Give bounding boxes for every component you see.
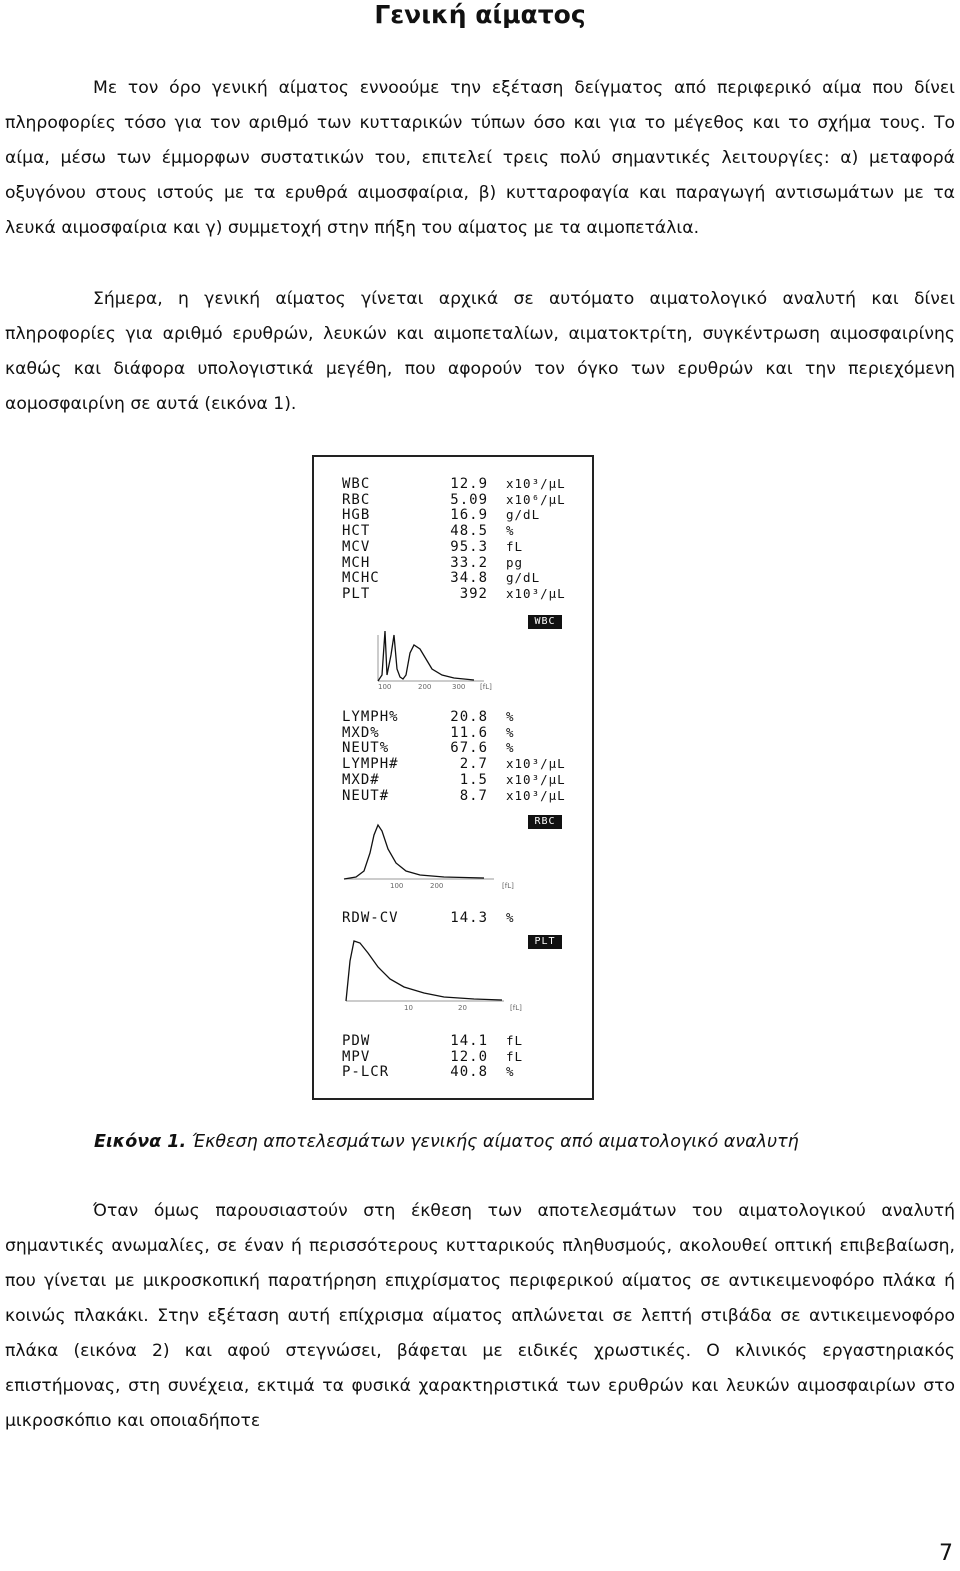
report-param-unit: fL [506,538,524,554]
page-number: 7 [939,1541,953,1566]
wbc-tick-1: 100 [378,683,392,691]
report-param-unit: x10³/μL [506,585,566,601]
report-param-unit: % [506,523,515,539]
report-param-name: HGB [342,507,371,524]
page-title: Γενική αίματος [374,0,586,29]
report-param-name: LYMPH# [342,756,399,773]
smear-paragraph-text: Όταν όμως παρουσιαστούν στη έκθεση των αποτελεσμάτων του αιματολογικού αναλυτή σημαντικές ανωμαλίες, σε έναν ή περισσότερους κυτταρικούς πληθυσμούς, ακολουθεί οπτική επιβεβαίωση, που γίνεται με μικροσκοπική παρατήρηση επιχρίσματος περιφερικού αίματος σε αντικειμενοφόρο πλάκα ή κοινώς πλακάκι. Στην εξέταση αυτή επίχρισμα αίματος απλώνεται σε λεπτή στιβάδα σε αντικειμενοφόρο πλάκα (εικόνα 2) και αφού στεγνώσει, βάφεται με ειδικές χρωστικές. Ο κλινικός εργαστηριακός επιστήμονας, στη συνέχεια, εκτιμά τα φυσικά χαρακτηριστικά των ερυθρών και λευκών αιμοσφαιρίων στο μικροσκόπιο και οποιαδήποτε [5,1201,955,1431]
caption-text: Έκθεση αποτελεσμάτων γενικής αίματος από αιματολογικό αναλυτή [186,1132,799,1152]
report-param-name: WBC [342,476,371,492]
rbc-tick-1: 100 [390,882,404,889]
report-param-value: 34.8 [450,570,488,587]
report-param-name: MXD# [342,771,380,788]
report-param-name: MCH [342,554,371,571]
wbc-histogram-tag: WBC [528,615,562,629]
intro-paragraph-text: Με τον όρο γενική αίματος εννοούμε την εξέταση δείγματος από περιφερικό αίμα που δίνει πληροφορίες τόσο για τον αριθμό των κυτταρικών τύπων όσο και για το μέγεθος και το σχήμα τους. Το αίμα, μέσω των έμμορφων συστατικών του, επιτελεί τρεις πολύ σημαντικές λειτουργίες: α) μεταφορά οξυγόνου στους ιστούς με τα ερυθρά αιμοσφαίρια, β) κυτταροφαγία και παραγωγή αντισωμάτων με τα λευκά αιμοσφαίρια και γ) συμμετοχή στην πήξη του αίματος με τα αιμοπετάλια. [5,78,955,238]
report-param-name: RDW-CV [342,910,399,926]
report-param-unit: x10³/μL [506,756,566,772]
report-param-value: 48.5 [450,523,488,540]
report-param-value: 67.6 [450,740,488,757]
wbc-axis-unit: [fL] [480,683,492,691]
report-param-unit: x10³/μL [506,787,566,803]
plt-histogram [334,931,534,1011]
report-param-value: 40.8 [450,1064,488,1081]
report-param-unit: % [506,709,515,724]
analyzer-paragraph-text: Σήμερα, η γενική αίματος γίνεται αρχικά σε αυτόματο αιματολογικό αναλυτή και δίνει πληροφορίες για αριθμό ερυθρών, λευκών και αιμοπεταλίων, αιματοκτρίτη, συγκέντρωση αιμοσφαιρίνης καθώς και διάφορα υπολογιστικά μεγέθη, που αφορούν τον όγκο των ερυθρών και την περιεχόμενη αομοσφαιρίνη σε αυτά (εικόνα 1). [5,289,955,414]
report-param-name: P-LCR [342,1064,390,1081]
report-param-name: NEUT% [342,740,390,757]
report-param-name: RBC [342,491,371,508]
report-param-value: 14.3 [450,910,488,926]
report-param-value: 8.7 [459,787,488,804]
report-param-unit: % [506,724,515,740]
report-param-value: 12.0 [450,1048,488,1065]
report-param-name: MXD% [342,724,380,741]
report-param-value: 16.9 [450,507,488,524]
report-param-unit: fL [506,1048,524,1064]
plt-axis-unit: [fL] [510,1004,522,1011]
report-param-value: 14.1 [450,1033,488,1049]
report-param-name: NEUT# [342,787,390,804]
report-param-name: PDW [342,1033,371,1049]
report-param-unit: g/dL [506,570,541,586]
report-param-name: HCT [342,523,371,540]
intro-paragraph [5,71,955,246]
caption-label: Εικόνα 1. [94,1132,187,1152]
report-param-name: MCHC [342,570,380,587]
plt-tick-2: 20 [458,1004,467,1011]
report-param-value: 20.8 [450,709,488,725]
report-param-name: LYMPH% [342,709,399,725]
report-param-name: MPV [342,1048,371,1065]
report-param-value: 33.2 [450,554,488,571]
report-param-value: 11.6 [450,724,488,741]
plt-histogram-tag: PLT [528,935,562,949]
report-param-unit: fL [506,1033,524,1048]
report-param-value: 95.3 [450,538,488,555]
rbc-histogram [334,819,514,889]
figure-caption [94,1127,799,1157]
report-param-unit: % [506,740,515,756]
wbc-histogram [334,625,494,691]
analyzer-paragraph [5,282,955,422]
report-param-unit: % [506,910,515,925]
rbc-histogram-tag: RBC [528,815,562,829]
smear-paragraph [5,1194,955,1439]
report-param-value: 5.09 [450,491,488,508]
report-param-unit: x10³/μL [506,771,566,787]
report-param-name: MCV [342,538,371,555]
report-param-value: 12.9 [450,476,488,492]
rbc-axis-unit: [fL] [502,882,514,889]
report-param-value: 1.5 [459,771,488,788]
analyzer-report-figure [312,455,594,1100]
report-param-unit: g/dL [506,507,541,523]
report-param-unit: x10³/μL [506,476,566,491]
wbc-tick-2: 200 [418,683,432,691]
wbc-tick-3: 300 [452,683,466,691]
report-param-unit: x10⁶/μL [506,491,566,507]
rbc-tick-2: 200 [430,882,444,889]
report-param-value: 2.7 [459,756,488,773]
report-param-unit: % [506,1064,515,1080]
report-param-name: PLT [342,585,371,602]
report-param-unit: pg [506,554,524,570]
plt-tick-1: 10 [404,1004,413,1011]
report-param-value: 392 [459,585,488,602]
